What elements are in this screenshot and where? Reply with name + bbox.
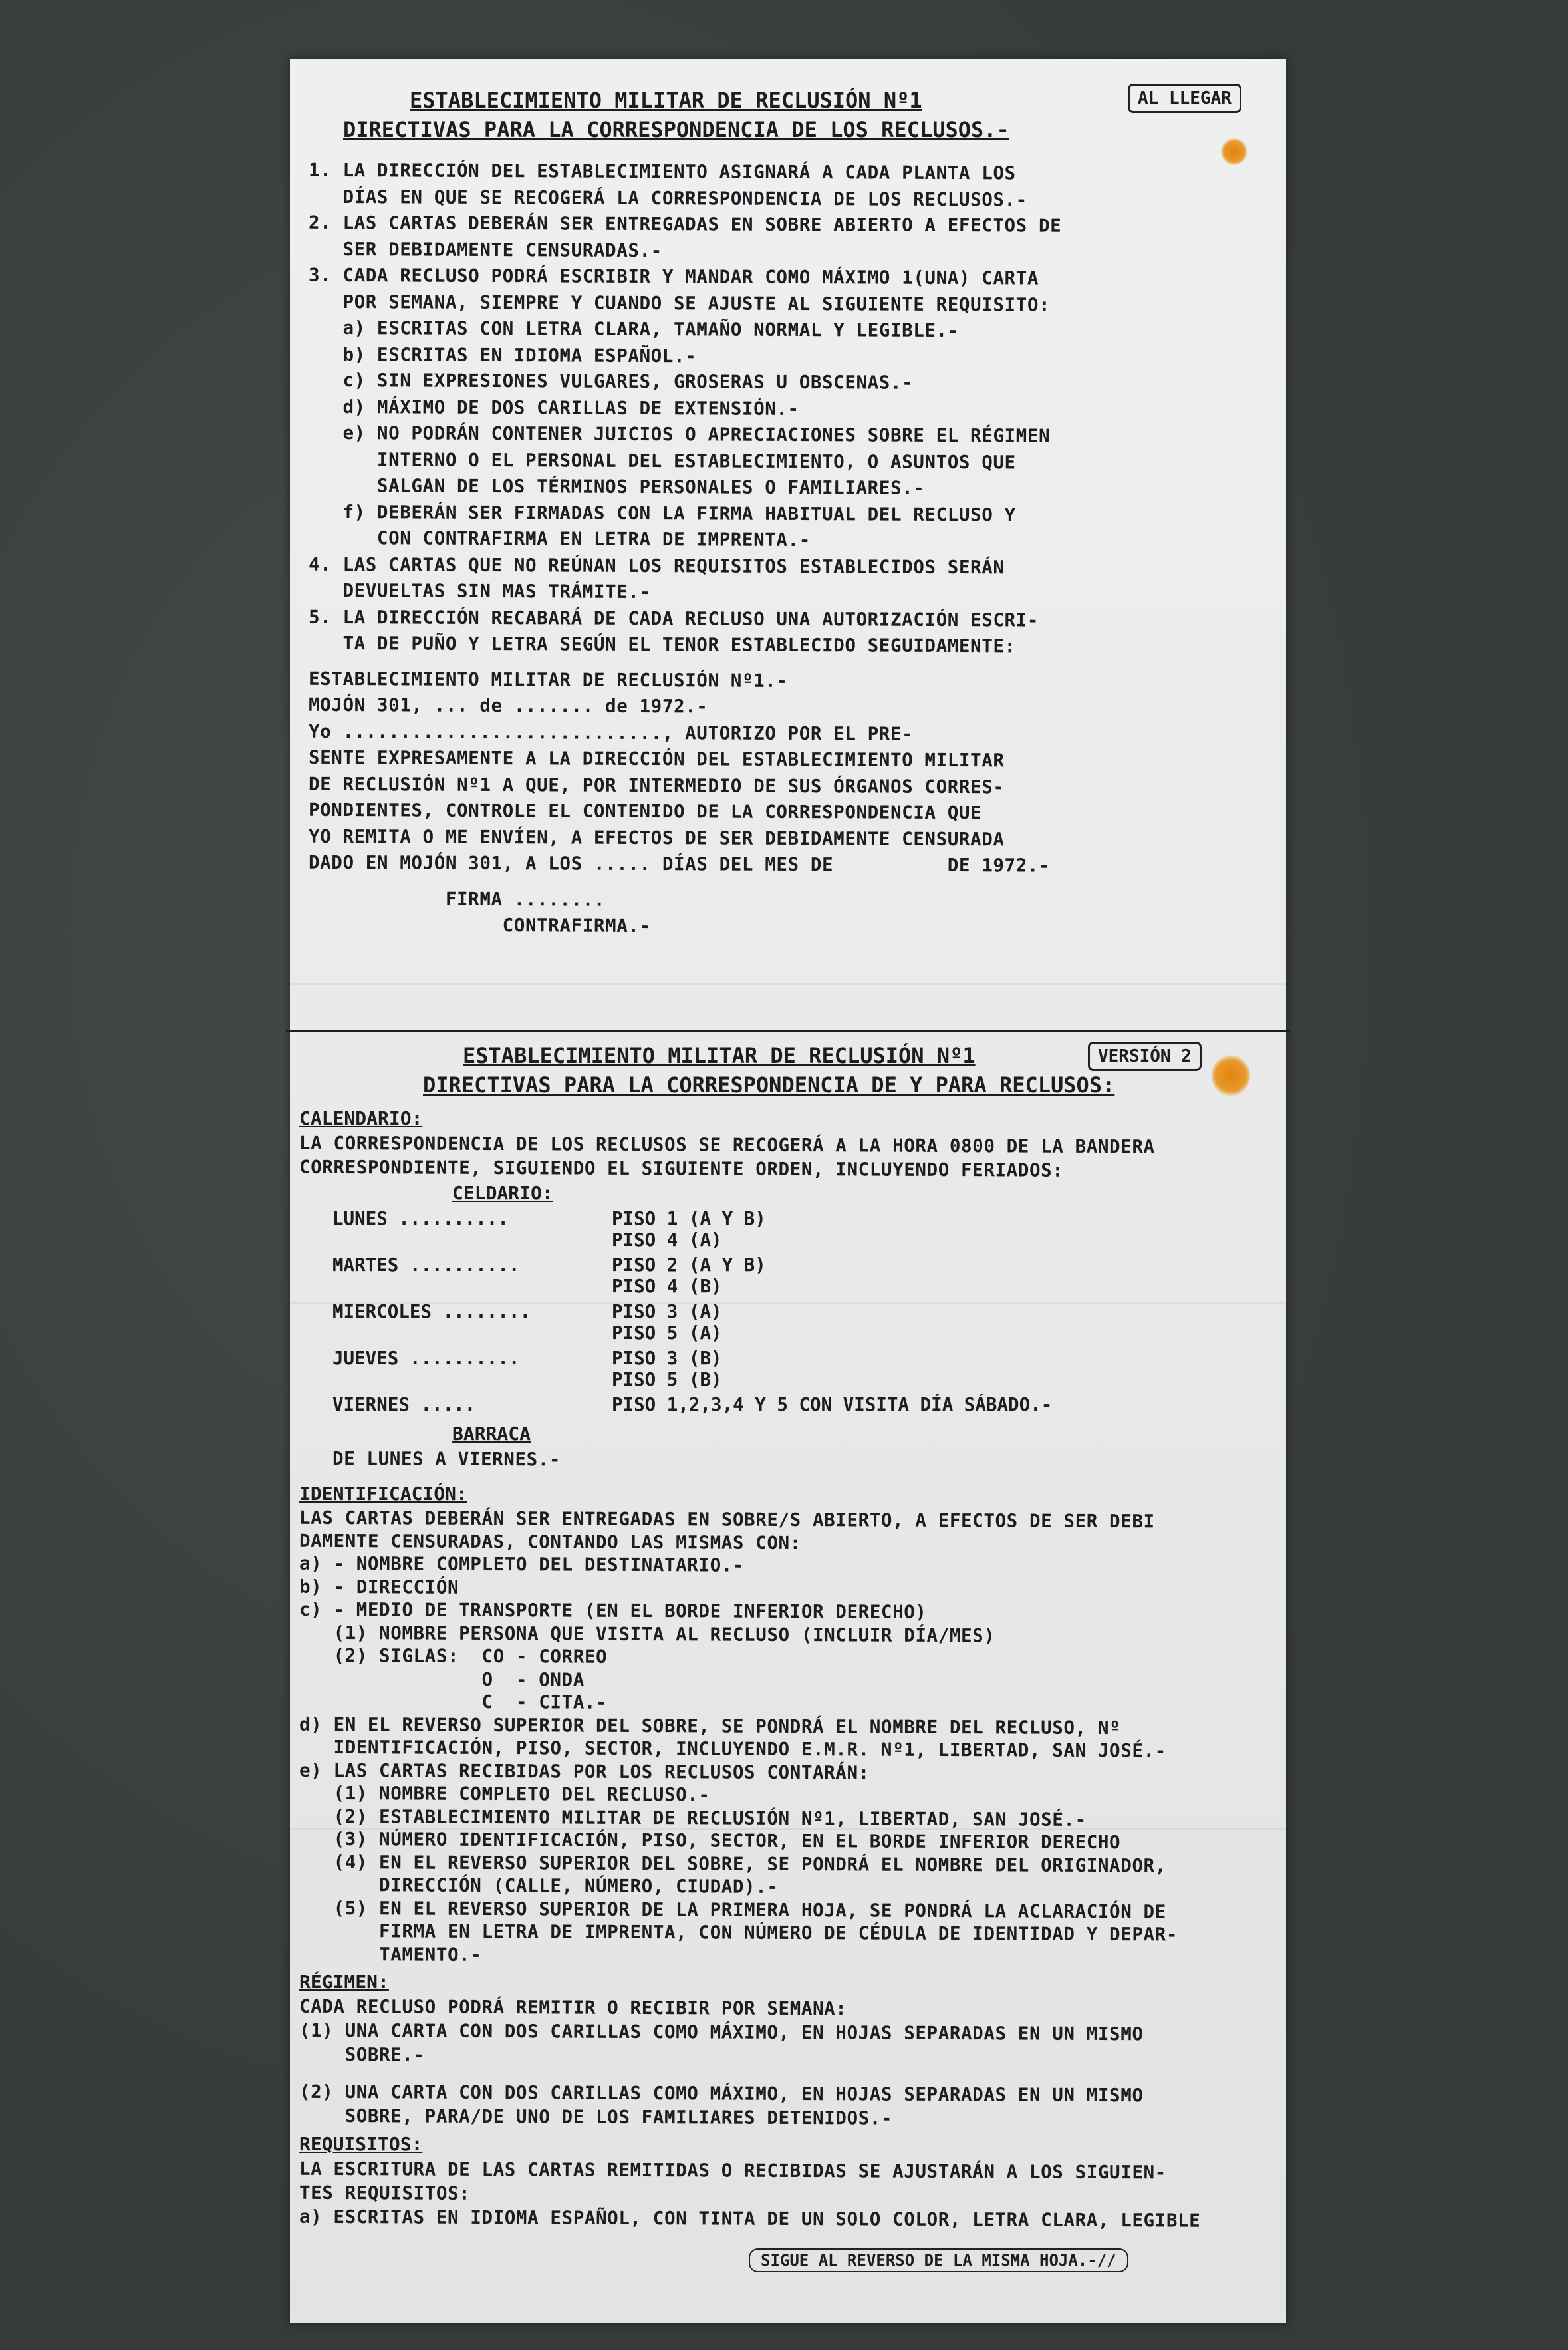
text-line: FIRMA ........ bbox=[308, 887, 606, 911]
section-divider bbox=[286, 1030, 1290, 1032]
text-line: YO REMITA O ME ENVÍEN, A EFECTOS DE SER DEBIDAMENTE CENSURADA bbox=[308, 825, 1005, 850]
text-line: LA ESCRITURA DE LAS CARTAS REMITIDAS O RECIBIDAS SE AJUSTARÁN A LOS SIGUIEN- bbox=[299, 2158, 1166, 2184]
text-line: SALGAN DE LOS TÉRMINOS PERSONALES O FAMILIARES.- bbox=[308, 474, 925, 499]
schedule-day: MARTES .......... bbox=[332, 1254, 520, 1276]
page2-subtitle: DIRECTIVAS PARA LA CORRESPONDENCIA DE Y PARA RECLUSOS: bbox=[423, 1072, 1115, 1098]
page1-tag: AL LLEGAR bbox=[1128, 84, 1241, 113]
schedule-row bbox=[299, 1394, 1286, 1415]
schedule-floors bbox=[612, 1208, 766, 1250]
page2-tag: VERSIÓN 2 bbox=[1088, 1042, 1202, 1071]
text-line: CADA RECLUSO PODRÁ REMITIR O RECIBIR POR SEMANA: bbox=[299, 1995, 847, 2020]
text-line: (1) NOMBRE COMPLETO DEL RECLUSO.- bbox=[299, 1782, 710, 1806]
text-line: DAMENTE CENSURADAS, CONTANDO LAS MISMAS CON: bbox=[299, 1530, 801, 1554]
text-line: SER DEBIDAMENTE CENSURADAS.- bbox=[308, 238, 662, 261]
schedule-row bbox=[299, 1254, 1286, 1297]
schedule-floor: PISO 1 (A Y B) bbox=[612, 1208, 766, 1229]
text-line: e) LAS CARTAS RECIBIDAS POR LOS RECLUSOS CONTARÁN: bbox=[299, 1759, 870, 1784]
text-line: TES REQUISITOS: bbox=[299, 2182, 471, 2204]
paper-fold bbox=[290, 983, 1286, 985]
text-line: (2) SIGLAS: CO - CORREO bbox=[299, 1644, 608, 1668]
text-line: LAS CARTAS DEBERÁN SER ENTREGADAS EN SOBRE/S ABIERTO, A EFECTOS DE SER DEBI bbox=[299, 1507, 1155, 1533]
text-line: DE RECLUSIÓN Nº1 A QUE, POR INTERMEDIO DE SUS ÓRGANOS CORRES- bbox=[308, 773, 1005, 798]
text-line: ESTABLECIMIENTO MILITAR DE RECLUSIÓN Nº1.- bbox=[308, 668, 788, 692]
text-line: TAMENTO.- bbox=[299, 1943, 482, 1966]
document-sheet bbox=[290, 59, 1286, 2323]
text-line: TA DE PUÑO Y LETRA SEGÚN EL TENOR ESTABLECIDO SEGUIDAMENTE: bbox=[308, 632, 1016, 657]
text-line: a) ESCRITAS CON LETRA CLARA, TAMAÑO NORMAL Y LEGIBLE.- bbox=[308, 317, 959, 342]
text-line: CON CONTRAFIRMA EN LETRA DE IMPRENTA.- bbox=[308, 527, 811, 551]
barraca-heading: BARRACA bbox=[452, 1423, 531, 1445]
text-line: (5) EN EL REVERSO SUPERIOR DE LA PRIMERA HOJA, SE PONDRÁ LA ACLARACIÓN DE bbox=[299, 1897, 1166, 1922]
text-line: 5. LA DIRECCIÓN RECABARÁ DE CADA RECLUSO UNA AUTORIZACIÓN ESCRI- bbox=[308, 606, 1039, 631]
text-line: IDENTIFICACIÓN, PISO, SECTOR, INCLUYENDO E.M.R. Nº1, LIBERTAD, SAN JOSÉ.- bbox=[299, 1736, 1166, 1762]
orange-stain bbox=[1212, 1055, 1250, 1096]
text-line: (2) ESTABLECIMIENTO MILITAR DE RECLUSIÓN Nº1, LIBERTAD, SAN JOSÉ.- bbox=[299, 1805, 1087, 1831]
text-line: 4. LAS CARTAS QUE NO REÚNAN LOS REQUISITOS ESTABLECIDOS SERÁN bbox=[308, 553, 1005, 578]
schedule-floor: PISO 3 (B) bbox=[612, 1348, 722, 1369]
text-line: PONDIENTES, CONTROLE EL CONTENIDO DE LA CORRESPONDENCIA QUE bbox=[308, 799, 982, 824]
schedule-row bbox=[299, 1348, 1286, 1390]
schedule-floors bbox=[612, 1394, 1052, 1415]
text-line: 2. LAS CARTAS DEBERÁN SER ENTREGADAS EN SOBRE ABIERTO A EFECTOS DE bbox=[308, 212, 1062, 237]
schedule-floors bbox=[612, 1301, 722, 1344]
text-line: MOJÓN 301, ... de ....... de 1972.- bbox=[308, 694, 708, 718]
schedule-row bbox=[299, 1301, 1286, 1344]
text-line: 3. CADA RECLUSO PODRÁ ESCRIBIR Y MANDAR COMO MÁXIMO 1(UNA) CARTA bbox=[308, 264, 1039, 289]
text-line: CORRESPONDIENTE, SIGUIENDO EL SIGUIENTE ORDEN, INCLUYENDO FERIADOS: bbox=[299, 1156, 1064, 1181]
schedule-floor: PISO 2 (A Y B) bbox=[612, 1254, 766, 1276]
schedule-day: VIERNES ..... bbox=[332, 1394, 476, 1415]
text-line: SOBRE, PARA/DE UNO DE LOS FAMILIARES DETENIDOS.- bbox=[299, 2105, 893, 2129]
text-line: DEVUELTAS SIN MAS TRÁMITE.- bbox=[308, 579, 651, 603]
identificacion-heading: IDENTIFICACIÓN: bbox=[299, 1483, 467, 1505]
text-line: FIRMA EN LETRA DE IMPRENTA, CON NÚMERO DE CÉDULA DE IDENTIDAD Y DEPAR- bbox=[299, 1920, 1178, 1946]
schedule-row bbox=[299, 1208, 1286, 1250]
text-line: (3) NÚMERO IDENTIFICACIÓN, PISO, SECTOR, EN EL BORDE INFERIOR DERECHO bbox=[299, 1828, 1121, 1854]
page1-body bbox=[290, 160, 1286, 941]
text-line: Yo ............................, AUTORIZO POR EL PRE- bbox=[308, 720, 914, 745]
schedule-floor: PISO 4 (B) bbox=[612, 1276, 722, 1297]
text-line: (4) EN EL REVERSO SUPERIOR DEL SOBRE, SE PONDRÁ EL NOMBRE DEL ORIGINADOR, bbox=[299, 1851, 1166, 1876]
schedule-floor: PISO 5 (A) bbox=[612, 1322, 722, 1344]
page2-title: ESTABLECIMIENTO MILITAR DE RECLUSIÓN Nº1 bbox=[463, 1043, 976, 1068]
text-line: f) DEBERÁN SER FIRMADAS CON LA FIRMA HABITUAL DEL RECLUSO Y bbox=[308, 501, 1016, 525]
celdario-heading: CELDARIO: bbox=[452, 1182, 553, 1204]
schedule-floor: PISO 1,2,3,4 Y 5 CON VISITA DÍA SÁBADO.- bbox=[612, 1394, 1053, 1415]
text-line: (2) UNA CARTA CON DOS CARILLAS COMO MÁXIMO, EN HOJAS SEPARADAS EN UN MISMO bbox=[299, 2081, 1144, 2107]
text-line: DIRECCIÓN (CALLE, NÚMERO, CIUDAD).- bbox=[299, 1874, 779, 1898]
text-line: (1) UNA CARTA CON DOS CARILLAS COMO MÁXIMO, EN HOJAS SEPARADAS EN UN MISMO bbox=[299, 2019, 1144, 2045]
text-line: b) ESCRITAS EN IDIOMA ESPAÑOL.- bbox=[308, 343, 697, 367]
text-line: a) - NOMBRE COMPLETO DEL DESTINATARIO.- bbox=[299, 1552, 745, 1576]
barraca-line: DE LUNES A VIERNES.- bbox=[332, 1447, 561, 1471]
text-line: C - CITA.- bbox=[299, 1690, 608, 1713]
footer-note: SIGUE AL REVERSO DE LA MISMA HOJA.-// bbox=[749, 2248, 1128, 2272]
schedule-floors bbox=[612, 1254, 766, 1297]
text-line: d) EN EL REVERSO SUPERIOR DEL SOBRE, SE PONDRÁ EL NOMBRE DEL RECLUSO, Nº bbox=[299, 1713, 1121, 1739]
schedule-day: JUEVES .......... bbox=[332, 1348, 520, 1369]
calendario-heading: CALENDARIO: bbox=[299, 1107, 423, 1129]
text-line: 1. LA DIRECCIÓN DEL ESTABLECIMIENTO ASIGNARÁ A CADA PLANTA LOS bbox=[308, 159, 1016, 184]
schedule-floor: PISO 5 (B) bbox=[612, 1369, 722, 1390]
text-line: c) - MEDIO DE TRANSPORTE (EN EL BORDE INFERIOR DERECHO) bbox=[299, 1598, 927, 1623]
text-line: b) - DIRECCIÓN bbox=[299, 1576, 459, 1598]
text-line: POR SEMANA, SIEMPRE Y CUANDO SE AJUSTE AL SIGUIENTE REQUISITO: bbox=[308, 291, 1051, 316]
text-line: SENTE EXPRESAMENTE A LA DIRECCIÓN DEL ESTABLECIMIENTO MILITAR bbox=[308, 746, 1005, 772]
schedule-floors bbox=[612, 1348, 722, 1390]
text-line: e) NO PODRÁN CONTENER JUICIOS O APRECIACIONES SOBRE EL RÉGIMEN bbox=[308, 422, 1051, 447]
text-line: SOBRE.- bbox=[299, 2043, 425, 2066]
schedule-day: LUNES .......... bbox=[332, 1208, 509, 1229]
text-line: DÍAS EN QUE SE RECOGERÁ LA CORRESPONDENCIA DE LOS RECLUSOS.- bbox=[308, 186, 1027, 211]
schedule-floor: PISO 3 (A) bbox=[612, 1301, 722, 1322]
page2-body bbox=[290, 1104, 1286, 2231]
schedule-floor: PISO 4 (A) bbox=[612, 1229, 722, 1250]
page1-subtitle: DIRECTIVAS PARA LA CORRESPONDENCIA DE LOS RECLUSOS.- bbox=[343, 117, 1009, 142]
text-line: a) ESCRITAS EN IDIOMA ESPAÑOL, CON TINTA DE UN SOLO COLOR, LETRA CLARA, LEGIBLE bbox=[299, 2206, 1201, 2232]
text-line: INTERNO O EL PERSONAL DEL ESTABLECIMIENTO, O ASUNTOS QUE bbox=[308, 448, 1016, 473]
text-line: O - ONDA bbox=[299, 1668, 585, 1691]
text-line: LA CORRESPONDENCIA DE LOS RECLUSOS SE RECOGERÁ A LA HORA 0800 DE LA BANDERA bbox=[299, 1132, 1155, 1158]
text-line: c) SIN EXPRESIONES VULGARES, GROSERAS U OBSCENAS.- bbox=[308, 369, 914, 394]
schedule-day: MIERCOLES ........ bbox=[332, 1301, 531, 1322]
text-line: DADO EN MOJÓN 301, A LOS ..... DÍAS DEL MES DE DE 1972.- bbox=[308, 851, 1051, 877]
text-line: d) MÁXIMO DE DOS CARILLAS DE EXTENSIÓN.- bbox=[308, 396, 799, 420]
page1-title: ESTABLECIMIENTO MILITAR DE RECLUSIÓN Nº1 bbox=[410, 88, 922, 113]
requisitos-heading: REQUISITOS: bbox=[299, 2133, 423, 2155]
text-line: CONTRAFIRMA.- bbox=[308, 913, 651, 937]
text-line: (1) NOMBRE PERSONA QUE VISITA AL RECLUSO (INCLUIR DÍA/MES) bbox=[299, 1622, 995, 1646]
regimen-heading: RÉGIMEN: bbox=[299, 1971, 389, 1993]
